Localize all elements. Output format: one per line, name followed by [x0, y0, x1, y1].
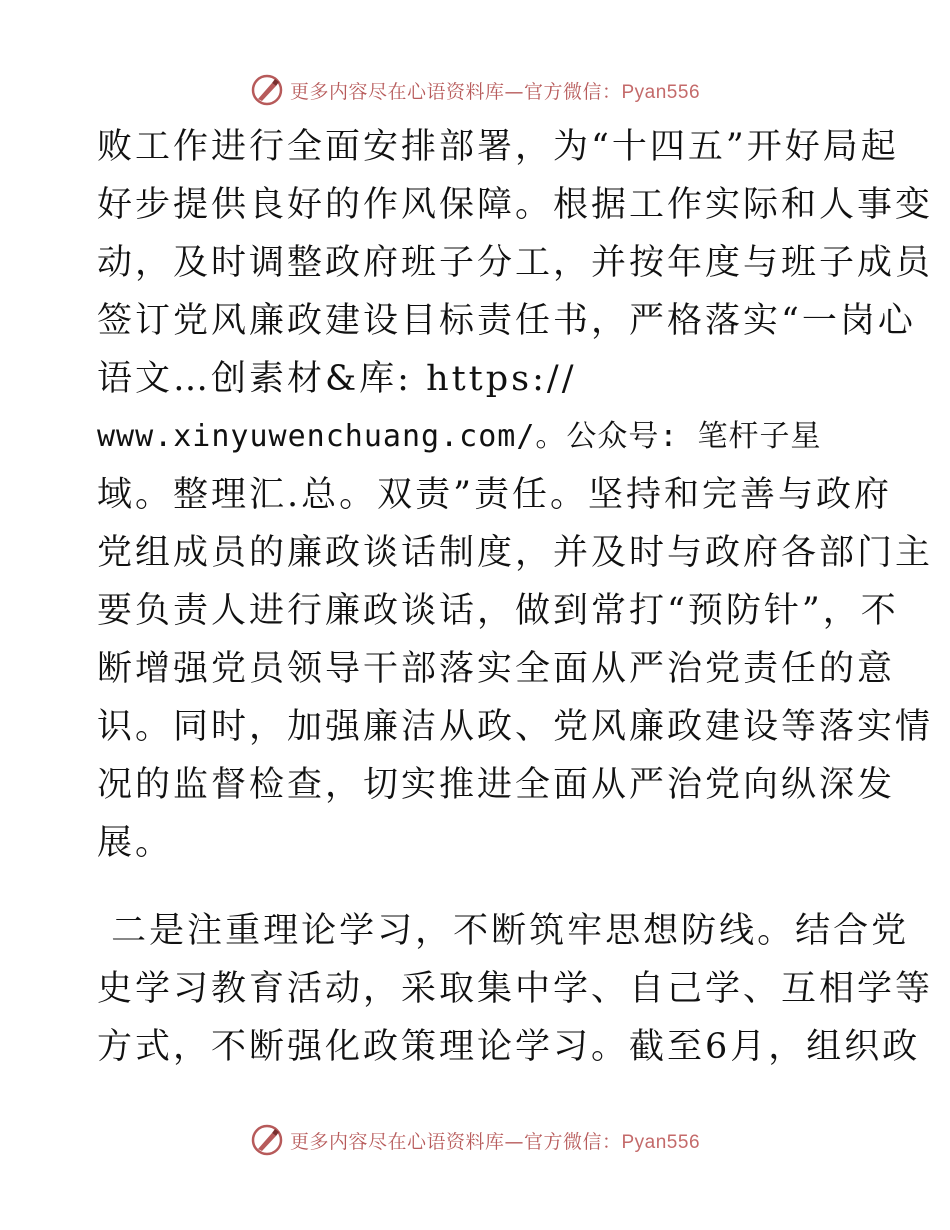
text-line: 况的监督检查，切实推进全面从严治党向纵深发	[97, 765, 896, 805]
watermark-wechat-id: Pyan556	[621, 1131, 701, 1153]
text-line: 党组成员的廉政谈话制度，并及时与政府各部门主	[97, 533, 934, 573]
watermark-wechat-id: Pyan556	[621, 81, 701, 103]
watermark-wechat-label: 官方微信：	[523, 1130, 622, 1153]
text-line: 史学习教育活动，采取集中学、自己学、互相学等	[97, 969, 934, 1009]
paragraph	[97, 118, 934, 872]
text-line: 断增强党员领导干部落实全面从严治党责任的意	[97, 649, 896, 689]
document-body	[97, 118, 934, 1076]
text-line: 败工作进行全面安排部署，为“十四五”开好局起	[97, 127, 899, 167]
text-line: 要负责人进行廉政谈话，做到常打“预防针”，不	[97, 591, 899, 631]
pen-logo-icon	[250, 1123, 284, 1157]
text-line: www.xinyuwenchuang.com/。公众号: 笔杆子星	[97, 419, 822, 454]
paragraph	[97, 902, 934, 1076]
paragraph-gap	[97, 872, 857, 902]
watermark-wechat-label: 官方微信：	[523, 80, 622, 103]
footer-watermark	[0, 1120, 950, 1160]
header-watermark	[0, 70, 950, 110]
text-line: 好步提供良好的作风保障。根据工作实际和人事变	[97, 185, 934, 225]
text-line: 识。同时，加强廉洁从政、党风廉政建设等落实情	[97, 707, 934, 747]
pen-logo-icon	[250, 73, 284, 107]
text-line: 二是注重理论学习，不断筑牢思想防线。结合党	[97, 911, 910, 951]
watermark-separator: —	[504, 1130, 524, 1153]
watermark-text	[290, 1127, 700, 1154]
text-line: 方式，不断强化政策理论学习。截至6月，组织政	[97, 1027, 921, 1067]
text-line: 域。整理汇.总。双责”责任。坚持和完善与政府	[97, 475, 893, 515]
text-line: 签订党风廉政建设目标责任书，严格落实“一岗心	[97, 301, 916, 341]
text-line: 展。	[97, 823, 174, 863]
watermark-text	[290, 77, 700, 104]
text-line: 动，及时调整政府班子分工，并按年度与班子成员	[97, 243, 934, 283]
watermark-site-text: 更多内容尽在心语资料库	[289, 80, 505, 103]
watermark-site-text: 更多内容尽在心语资料库	[289, 1130, 505, 1153]
watermark-separator: —	[504, 80, 524, 103]
text-line: 语文…创素材&库: https://	[97, 359, 577, 399]
